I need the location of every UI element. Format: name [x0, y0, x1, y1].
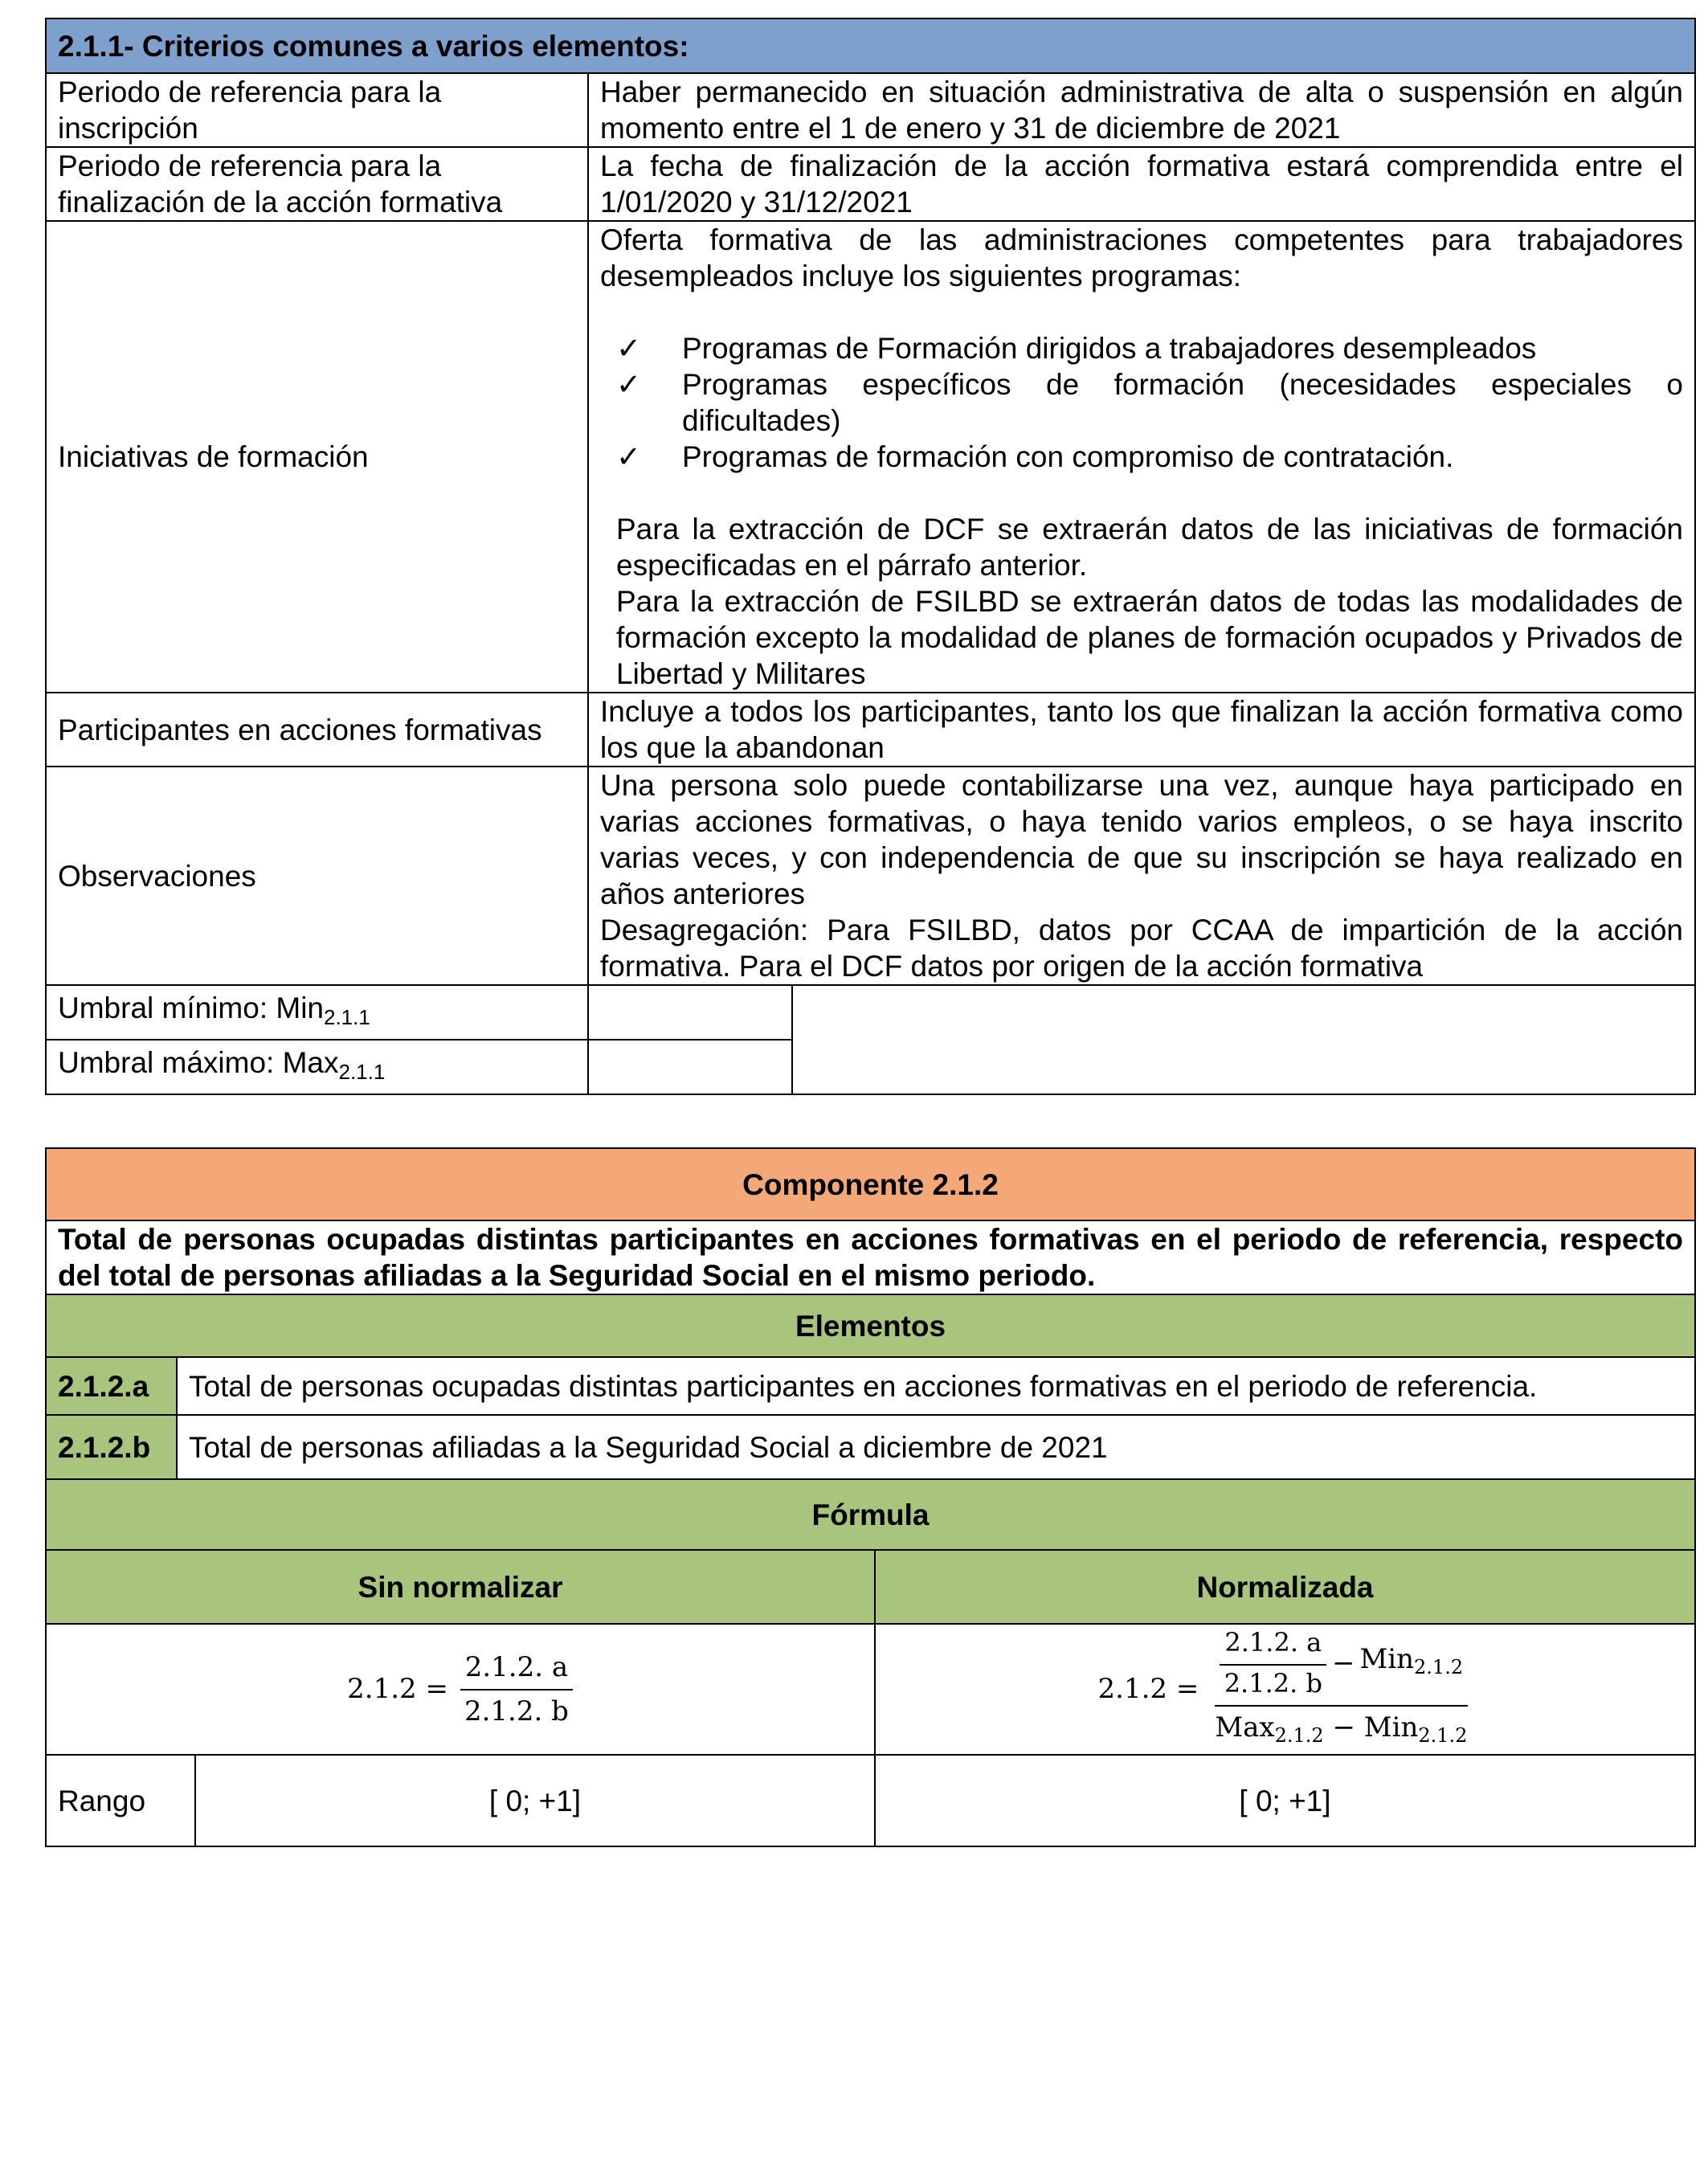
- programas-list: [600, 330, 1683, 475]
- row-value-finalizacion: La fecha de finalización de la acción formativa estará comprendida entre el 1/01/2020 y 31/12/2021: [588, 147, 1695, 221]
- sin-normalizar-header: Sin normalizar: [46, 1550, 875, 1624]
- componente-title: Componente 2.1.2: [46, 1148, 1695, 1220]
- formula-normalizada: 2.1.2 = $\frac{2.1.2. a}{2.1.2. b}$ − Min$_{2.1.2}$ Max$_{2.1.2}$ − Min$_{2.1.2}$: [875, 1624, 1695, 1755]
- rango-label: Rango: [46, 1755, 195, 1846]
- element-code: 2.1.2.b: [46, 1415, 177, 1479]
- umbral-blank-cell: [792, 985, 1695, 1094]
- desagregacion-para: Desagregación: Para FSILBD, datos por CCAA de impartición de la acción formativa. Para el DCF datos por origen de la acción formativa: [600, 914, 1683, 983]
- row-label-iniciativas: Iniciativas de formación: [46, 221, 588, 693]
- row-label-inscripcion: Periodo de referencia para la inscripción: [46, 73, 588, 147]
- row-value-iniciativas: [588, 221, 1695, 693]
- row-label-finalizacion: Periodo de referencia para la finalización de la acción formativa: [46, 147, 588, 221]
- formula-sin-normalizar: 2.1.2 = $\frac{2.1.2. a}{2.1.2. b}$: [46, 1624, 875, 1755]
- element-code: 2.1.2.a: [46, 1357, 177, 1415]
- normalizada-header: Normalizada: [875, 1550, 1695, 1624]
- element-text: Total de personas ocupadas distintas participantes en acciones formativas en el periodo de referencia.: [177, 1357, 1695, 1415]
- row-value-inscripcion: Haber permanecido en situación administrativa de alta o suspensión en algún momento entre el 1 de enero y 31 de diciembre de 2021: [588, 73, 1695, 147]
- umbral-max-label: Umbral máximo: Max$_{2.1.1}$: [46, 1040, 588, 1094]
- check-icon: ✓: [616, 368, 642, 401]
- observaciones-para: Una persona solo puede contabilizarse una vez, aunque haya participado en varias acciones formativas, o haya tenido varios empleos, o se haya inscrito varias veces, y con independencia de que su inscripción se haya realizado en años anteriores: [600, 769, 1683, 910]
- check-icon: ✓: [616, 332, 642, 365]
- row-label-participantes: Participantes en acciones formativas: [46, 693, 588, 767]
- row-label-observaciones: Observaciones: [46, 767, 588, 985]
- iniciativas-para-fsilbd: Para la extracción de FSILBD se extraerán datos de todas las modalidades de formación excepto la modalidad de planes de formación ocupados y Privados de Libertad y Militares: [616, 585, 1683, 690]
- criterios-table: [45, 18, 1696, 1095]
- criterios-title: 2.1.1- Criterios comunes a varios elementos:: [46, 18, 1695, 73]
- umbral-min-label: Umbral mínimo: Min$_{2.1.1}$: [46, 985, 588, 1040]
- formula-header: Fórmula: [46, 1479, 1695, 1550]
- umbral-min-value: [588, 985, 792, 1040]
- element-text: Total de personas afiliadas a la Seguridad Social a diciembre de 2021: [177, 1415, 1695, 1479]
- iniciativas-para-dcf: Para la extracción de DCF se extraerán datos de las iniciativas de formación especificadas en el párrafo anterior.: [616, 513, 1683, 582]
- elementos-header: Elementos: [46, 1294, 1695, 1357]
- rango-sin-normalizar: [ 0; +1]: [195, 1755, 875, 1846]
- row-value-participantes: Incluye a todos los participantes, tanto los que finalizan la acción formativa como los que la abandonan: [588, 693, 1695, 767]
- umbral-max-value: [588, 1040, 792, 1094]
- check-icon: ✓: [616, 440, 642, 473]
- componente-table: [45, 1147, 1696, 1847]
- componente-description: Total de personas ocupadas distintas participantes en acciones formativas en el periodo de referencia, respecto del total de personas afiliadas a la Seguridad Social en el mismo periodo.: [46, 1220, 1695, 1294]
- list-item: ✓ Programas de Formación dirigidos a trabajadores desempleados: [616, 332, 1537, 365]
- rango-normalizada: [ 0; +1]: [875, 1755, 1695, 1846]
- row-value-observaciones: [588, 767, 1695, 985]
- iniciativas-intro: Oferta formativa de las administraciones competentes para trabajadores desempleados incluye los siguientes programas:: [600, 223, 1683, 292]
- list-item: ✓ Programas de formación con compromiso de contratación.: [616, 440, 1454, 473]
- list-item: ✓ Programas específicos de formación (necesidades especiales o dificultades): [616, 368, 1683, 437]
